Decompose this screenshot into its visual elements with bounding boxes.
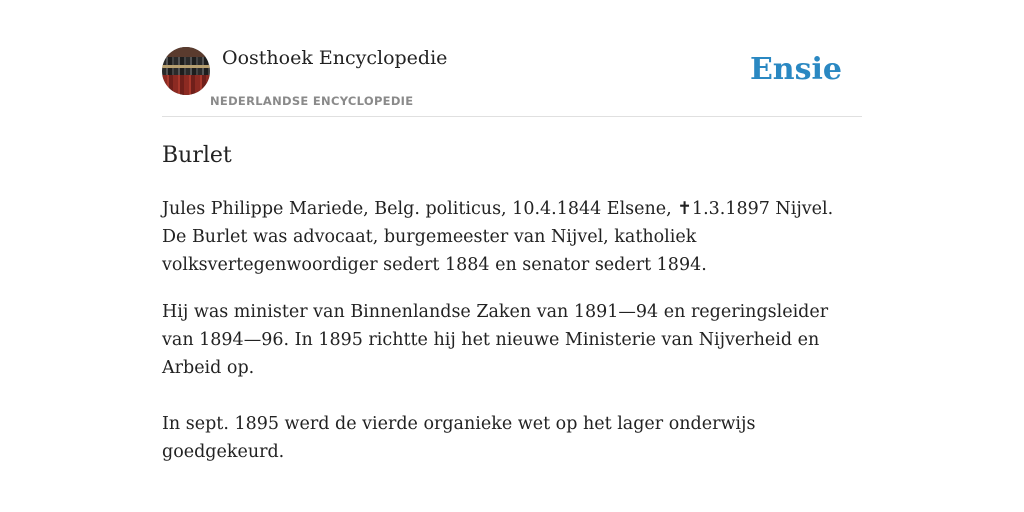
site-subtitle: NEDERLANDSE ENCYCLOPEDIE: [210, 94, 414, 108]
article-paragraph-1: Jules Philippe Mariede, Belg. politicus, 10.4.1844 Elsene, ✝1.3.1897 Nijvel. De Burlet was advocaat, burgemeester van Nijvel, katholiek volksvertegenwoordiger sedert 1884 en senator sedert 1894.: [162, 199, 834, 275]
page-container: [162, 46, 862, 466]
article-paragraph-2: Hij was minister van Binnenlandse Zaken van 1891—94 en regeringsleider van 1894—96. In 1895 richtte hij het nieuwe Ministerie van Nijverheid en Arbeid op.: [162, 302, 829, 378]
site-title[interactable]: Oosthoek Encyclopedie: [222, 47, 448, 69]
logo-band-top: [162, 47, 210, 57]
article-title: Burlet: [162, 143, 232, 168]
article-paragraph-3: In sept. 1895 werd de vierde organieke wet op het lager onderwijs goedgekeurd.: [162, 414, 756, 462]
logo-band-mid: [162, 65, 210, 68]
ensie-brand-logo[interactable]: Ensie: [749, 52, 842, 87]
site-header: [162, 46, 862, 117]
encyclopedia-books-logo[interactable]: [162, 47, 210, 95]
logo-band-low: [162, 75, 210, 95]
